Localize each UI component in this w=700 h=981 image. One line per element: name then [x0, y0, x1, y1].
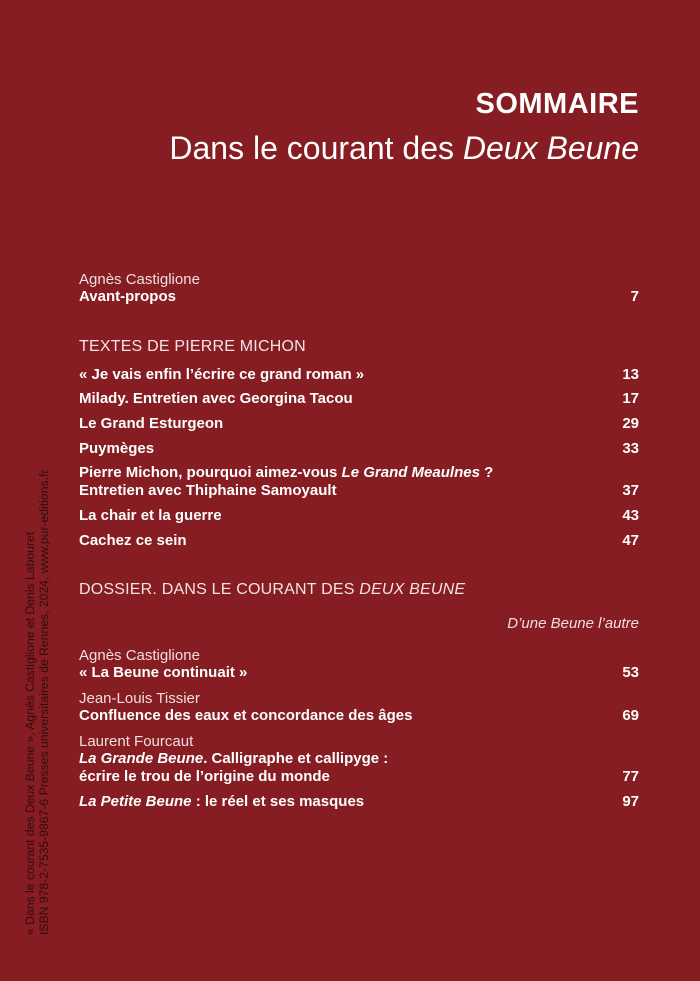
toc-entry[interactable] [79, 793, 639, 811]
toc-entry-title: Milady. Entretien avec Georgina Tacou [79, 390, 353, 407]
page-title: SOMMAIRE [475, 88, 639, 120]
toc-author: Agnès Castiglione [79, 647, 200, 664]
toc-entry[interactable] [79, 733, 639, 786]
toc-entry-title: Le Grand Esturgeon [79, 415, 224, 432]
toc-entry-page: 43 [622, 507, 639, 524]
toc-entry[interactable] [79, 507, 639, 525]
toc-author: Laurent Fourcaut [79, 733, 194, 750]
toc-entry-title-line2: écrire le trou de l’origine du monde [79, 768, 330, 785]
toc-entry-title-line2: Entretien avec Thiphaine Samoyault [79, 482, 337, 499]
toc-entry[interactable] [79, 288, 639, 306]
toc-entry-title-rest: : le réel et ses masques [191, 793, 365, 810]
toc-entry-page: 47 [622, 532, 639, 549]
toc-entry[interactable] [79, 390, 639, 408]
toc-entry[interactable] [79, 415, 639, 433]
toc-entry-title: « Je vais enfin l’écrire ce grand roman » [79, 366, 365, 383]
toc-entry[interactable] [79, 440, 639, 458]
toc-entry-page: 13 [622, 366, 639, 383]
toc-entry-title: Avant-propos [79, 288, 176, 305]
side-credit [23, 470, 51, 935]
toc-entry-title-plain: Pierre Michon, pourquoi aimez-vous [79, 464, 342, 481]
toc-entry[interactable] [79, 366, 639, 384]
toc-entry-page: 69 [622, 707, 639, 724]
toc-entry-page: 53 [622, 664, 639, 681]
toc-author: Agnès Castiglione [79, 271, 200, 288]
toc-entry-title-end: ? [479, 464, 494, 481]
toc-entry[interactable] [79, 647, 639, 682]
toc-entry-page: 7 [630, 288, 639, 305]
toc-entry-page: 17 [622, 390, 639, 407]
page-subtitle [169, 128, 639, 168]
toc-entry[interactable] [79, 532, 639, 550]
section-heading [79, 581, 639, 599]
toc-author: Jean-Louis Tissier [79, 690, 200, 707]
toc-entry[interactable] [79, 690, 639, 725]
side-credit-line1: « Dans le courant des Deux Beune », Agnès Castiglione et Denis Labouret [23, 531, 37, 935]
toc-intro [79, 271, 639, 306]
section-heading-plain: DOSSIER. DANS LE COURANT DES [79, 581, 360, 598]
toc-entry-page: 97 [622, 793, 639, 810]
toc-entry-title-italic: La Grande Beune [79, 750, 204, 767]
toc-entry-title-italic: La Petite Beune [79, 793, 192, 810]
toc-entry-title: Puymèges [79, 440, 155, 457]
toc-entry-title-italic: Le Grand Meaulnes [341, 464, 480, 481]
section-heading: TEXTES DE PIERRE MICHON [79, 338, 306, 355]
toc-section-heading [79, 338, 639, 356]
toc-entry-page: 77 [622, 768, 639, 785]
subtitle-italic: Deux Beune [462, 130, 639, 166]
section-heading-italic: DEUX BEUNE [359, 581, 466, 598]
toc-subheading [79, 615, 639, 632]
toc-entry-title: La chair et la guerre [79, 507, 222, 524]
subheading: D’une Beune l’autre [507, 615, 639, 632]
side-credit-line2: ISBN 978-2-7535-9867-6 Presses universitaires de Rennes, 2024, www.pur-editions.fr [37, 469, 51, 935]
toc-entry-title-rest: . Calligraphe et callipyge : [203, 750, 389, 767]
toc-section-heading [79, 581, 639, 599]
toc-entry-page: 29 [622, 415, 639, 432]
subtitle-plain: Dans le courant des [169, 130, 463, 166]
toc-entry-page: 37 [622, 482, 639, 499]
toc-entry-title: « La Beune continuait » [79, 664, 248, 681]
toc-entry-title: Confluence des eaux et concordance des âges [79, 707, 413, 724]
toc-entry-title: Cachez ce sein [79, 532, 187, 549]
toc-entry-page: 33 [622, 440, 639, 457]
toc-entry[interactable] [79, 464, 639, 500]
